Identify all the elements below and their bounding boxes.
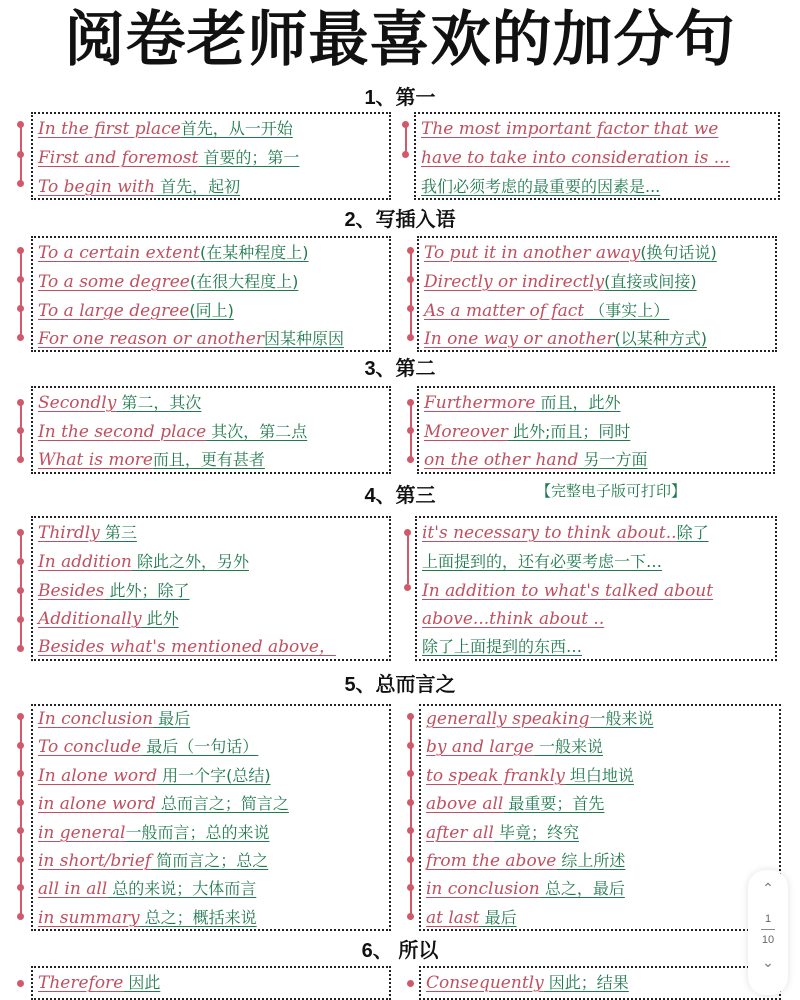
- bullet-dot: [407, 884, 414, 891]
- bullet-dot: [402, 121, 409, 128]
- phrase-line: Consequently 因此；结果: [426, 973, 629, 993]
- bullet-dot: [407, 334, 414, 341]
- bullet-dot: [17, 529, 24, 536]
- bullet-dot: [17, 856, 24, 863]
- phrase-line: Thirdly 第三: [38, 523, 137, 543]
- phrase-box-2-left: [31, 236, 391, 352]
- bullet-dot: [407, 427, 414, 434]
- bullet-dot: [407, 856, 414, 863]
- bullet-dot: [17, 587, 24, 594]
- phrase-line: 除了上面提到的东西…: [422, 637, 583, 656]
- bullet-dot: [17, 305, 24, 312]
- phrase-line: in general一般而言；总的来说: [38, 823, 270, 843]
- phrase-box-2-right: [417, 236, 777, 352]
- phrase-line: above...think about ..: [422, 609, 605, 629]
- phrase-box-4-left: [31, 516, 391, 661]
- phrase-line: In conclusion 最后: [38, 709, 191, 729]
- phrase-box-5-right: [419, 704, 781, 931]
- phrase-line: In the second place 其次，第二点: [38, 422, 308, 442]
- phrase-line: In the first place首先，从一开始: [38, 119, 293, 139]
- phrase-line: To a certain extent(在某种程度上): [38, 243, 309, 263]
- phrase-line: In addition 除此之外，另外: [38, 552, 249, 572]
- phrase-line: As a matter of fact （事实上）: [424, 301, 670, 321]
- bullet-rail: [20, 250, 22, 338]
- phrase-line: in conclusion 总之，最后: [426, 879, 625, 899]
- bullet-dot: [17, 180, 24, 187]
- section-heading-6: 6、 所以: [361, 940, 439, 962]
- bullet-dot: [404, 584, 411, 591]
- bullet-rail: [407, 532, 409, 584]
- bullet-dot: [407, 399, 414, 406]
- page-divider: [761, 929, 775, 930]
- bullet-dot: [17, 884, 24, 891]
- phrase-line: in short/brief 简而言之；总之: [38, 851, 269, 871]
- bullet-dot: [17, 334, 24, 341]
- bullet-dot: [17, 913, 24, 920]
- bullet-dot: [407, 742, 414, 749]
- phrase-line: after all 毕竟；终究: [426, 823, 579, 843]
- phrase-box-6-right: [419, 966, 781, 1000]
- bullet-dot: [17, 827, 24, 834]
- chevron-down-icon[interactable]: ⌄: [762, 954, 774, 970]
- bullet-dot: [17, 742, 24, 749]
- section-heading-2: 2、写插入语: [344, 209, 456, 231]
- phrase-line: In addition to what's talked about: [422, 581, 714, 601]
- bullet-dot: [404, 529, 411, 536]
- phrase-box-1-right: [414, 112, 780, 200]
- bullet-rail: [410, 250, 412, 338]
- phrase-line: by and large 一般来说: [426, 737, 603, 757]
- bullet-dot: [407, 770, 414, 777]
- phrase-box-3-left: [31, 386, 391, 474]
- phrase-line: from the above 综上所述: [426, 851, 626, 871]
- bullet-dot: [17, 276, 24, 283]
- bullet-dot: [407, 247, 414, 254]
- phrase-line: To put it in another away(换句话说): [424, 243, 717, 263]
- bullet-rail: [405, 124, 407, 154]
- bullet-dot: [17, 121, 24, 128]
- chevron-up-icon[interactable]: ⌃: [762, 880, 774, 896]
- phrase-line: in summary 总之；概括来说: [38, 908, 257, 928]
- bullet-dot: [17, 151, 24, 158]
- phrase-line: above all 最重要；首先: [426, 794, 605, 814]
- phrase-line: in alone word 总而言之；简言之: [38, 794, 289, 814]
- phrase-line: To conclude 最后（一句话）: [38, 737, 259, 757]
- bullet-dot: [17, 799, 24, 806]
- phrase-line: all in all 总的来说；大体而言: [38, 879, 257, 899]
- phrase-line: In one way or another(以某种方式): [424, 329, 707, 349]
- bullet-dot: [407, 276, 414, 283]
- section-heading-5: 5、总而言之: [344, 674, 456, 696]
- bullet-dot: [407, 305, 414, 312]
- printable-version-note: 【完整电子版可打印】: [536, 482, 687, 500]
- bullet-dot: [17, 980, 24, 987]
- phrase-line: In alone word 用一个字(总结): [38, 766, 271, 786]
- phrase-line: Secondly 第二，其次: [38, 393, 202, 413]
- bullet-dot: [407, 799, 414, 806]
- section-heading-1: 1、第一: [364, 87, 436, 109]
- section-heading-4: 4、第三: [364, 485, 436, 507]
- phrase-line: Furthermore 而且，此外: [424, 393, 621, 413]
- bullet-dot: [17, 616, 24, 623]
- phrase-line: Besides 此外；除了: [38, 581, 190, 601]
- bullet-dot: [17, 558, 24, 565]
- phrase-line: To a some degree(在很大程度上): [38, 272, 299, 292]
- page-navigator: [748, 870, 788, 995]
- bullet-dot: [407, 827, 414, 834]
- phrase-line: First and foremost 首要的；第一: [38, 148, 300, 168]
- phrase-line: What is more而且，更有甚者: [38, 450, 265, 470]
- phrase-line: Additionally 此外: [38, 609, 179, 629]
- bullet-dot: [407, 713, 414, 720]
- phrase-box-4-right: [415, 516, 777, 661]
- phrase-line: on the other hand 另一方面: [424, 450, 648, 470]
- phrase-line: Besides what's mentioned above，: [38, 637, 336, 657]
- phrase-line: have to take into consideration is ...: [421, 148, 730, 168]
- current-page: 1: [764, 913, 772, 925]
- bullet-dot: [17, 427, 24, 434]
- phrase-line: at last 最后: [426, 908, 517, 928]
- bullet-dot: [407, 980, 414, 987]
- phrase-line: Directly or indirectly(直接或间接): [424, 272, 697, 292]
- bullet-dot: [17, 770, 24, 777]
- phrase-box-5-left: [31, 704, 391, 931]
- bullet-dot: [17, 247, 24, 254]
- phrase-line: To a large degree(同上): [38, 301, 234, 321]
- phrase-line: generally speaking一般来说: [426, 709, 654, 729]
- bullet-dot: [407, 456, 414, 463]
- phrase-line: 上面提到的，还有必要考虑一下…: [422, 552, 663, 571]
- section-heading-3: 3、第二: [364, 358, 436, 380]
- bullet-dot: [17, 713, 24, 720]
- phrase-line: To begin with 首先，起初: [38, 177, 241, 197]
- phrase-line: it's necessary to think about..除了: [422, 523, 709, 543]
- bullet-dot: [402, 151, 409, 158]
- bullet-dot: [17, 399, 24, 406]
- phrase-box-3-right: [417, 386, 775, 474]
- bullet-dot: [407, 913, 414, 920]
- page-title: 阅卷老师最喜欢的加分句: [64, 5, 736, 75]
- total-pages: 10: [761, 934, 775, 946]
- phrase-box-6-left: [31, 966, 391, 1000]
- phrase-line: to speak frankly 坦白地说: [426, 766, 634, 786]
- phrase-line: 我们必须考虑的最重要的因素是...: [421, 177, 661, 196]
- bullet-dot: [17, 456, 24, 463]
- phrase-line: Therefore 因此: [38, 973, 161, 993]
- phrase-line: The most important factor that we: [421, 119, 719, 139]
- bullet-dot: [17, 645, 24, 652]
- phrase-line: For one reason or another因某种原因: [38, 329, 344, 349]
- phrase-box-1-left: [31, 112, 391, 200]
- phrase-line: Moreover 此外;而且；同时: [424, 422, 631, 442]
